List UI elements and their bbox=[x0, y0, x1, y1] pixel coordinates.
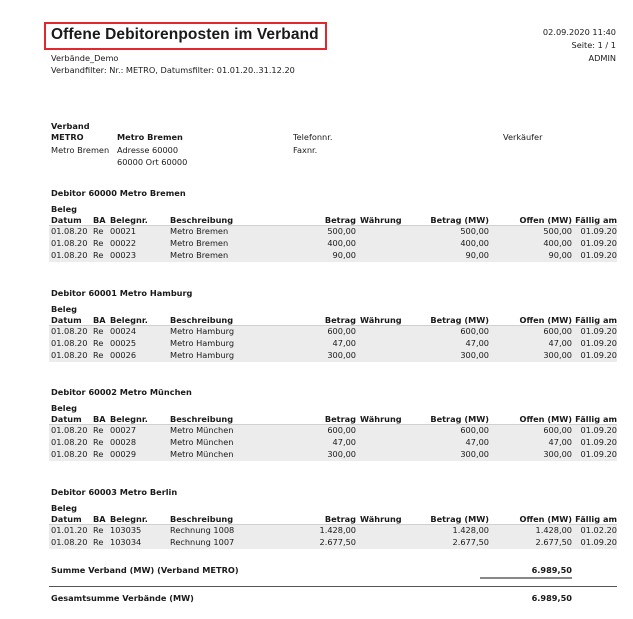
report-datetime: 02.09.2020 11:40 bbox=[542, 27, 616, 37]
cell-betrag-mw: 47,00 bbox=[465, 437, 489, 447]
table-row bbox=[0, 326, 633, 338]
cell-faellig: 01.09.20 bbox=[580, 425, 617, 435]
report-title: Offene Debitorenposten im Verband bbox=[51, 26, 319, 43]
cell-beschreibung: Metro Bremen bbox=[170, 250, 229, 260]
cell-offen-mw: 47,00 bbox=[548, 437, 572, 447]
fax-label: Faxnr. bbox=[293, 145, 318, 155]
cell-offen-mw: 600,00 bbox=[543, 326, 572, 336]
phone-label: Telefonnr. bbox=[293, 132, 333, 142]
column-datum: Datum bbox=[51, 514, 82, 524]
column-beschreibung: Beschreibung bbox=[170, 215, 234, 225]
cell-beschreibung: Metro München bbox=[170, 425, 234, 435]
column-datum: Datum bbox=[51, 414, 82, 424]
cell-offen-mw: 2.677,50 bbox=[535, 537, 572, 547]
cell-ba: Re bbox=[93, 537, 104, 547]
column-beschreibung: Beschreibung bbox=[170, 514, 234, 524]
column-beleg: Beleg bbox=[51, 304, 78, 314]
debtor-heading: Debitor 60003 Metro Berlin bbox=[51, 487, 178, 497]
cell-betrag: 600,00 bbox=[327, 326, 356, 336]
cell-betrag: 90,00 bbox=[332, 250, 356, 260]
cell-betrag: 400,00 bbox=[327, 238, 356, 248]
column-ba: BA bbox=[93, 514, 106, 524]
column-waehrung: Währung bbox=[360, 414, 402, 424]
column-offen-mw: Offen (MW) bbox=[519, 414, 572, 424]
column-belegnr: Belegnr. bbox=[110, 315, 148, 325]
cell-ba: Re bbox=[93, 326, 104, 336]
table-row bbox=[0, 525, 633, 537]
cell-offen-mw: 400,00 bbox=[543, 238, 572, 248]
cell-belegnr: 00029 bbox=[110, 449, 137, 459]
table-row bbox=[0, 250, 633, 262]
cell-ba: Re bbox=[93, 250, 104, 260]
grand-total-value: 6.989,50 bbox=[531, 593, 572, 603]
column-belegnr: Belegnr. bbox=[110, 414, 148, 424]
cell-betrag-mw: 2.677,50 bbox=[452, 537, 489, 547]
column-faellig: Fällig am bbox=[575, 215, 617, 225]
cell-faellig: 01.09.20 bbox=[580, 226, 617, 236]
cell-belegnr: 103035 bbox=[110, 525, 142, 535]
cell-faellig: 01.02.20 bbox=[580, 525, 617, 535]
column-beleg: Beleg bbox=[51, 503, 78, 513]
cell-beschreibung: Rechnung 1007 bbox=[170, 537, 235, 547]
cell-ba: Re bbox=[93, 226, 104, 236]
cell-datum: 01.08.20 bbox=[51, 350, 88, 360]
column-offen-mw: Offen (MW) bbox=[519, 315, 572, 325]
company-name: Verbände_Demo bbox=[51, 53, 119, 63]
cell-offen-mw: 90,00 bbox=[548, 250, 572, 260]
table-row bbox=[0, 449, 633, 461]
table-row bbox=[0, 238, 633, 250]
cell-ba: Re bbox=[93, 525, 104, 535]
cell-datum: 01.01.20 bbox=[51, 525, 88, 535]
cell-faellig: 01.09.20 bbox=[580, 326, 617, 336]
column-waehrung: Währung bbox=[360, 514, 402, 524]
column-belegnr: Belegnr. bbox=[110, 514, 148, 524]
cell-betrag: 47,00 bbox=[332, 437, 356, 447]
column-ba: BA bbox=[93, 315, 106, 325]
column-belegnr: Belegnr. bbox=[110, 215, 148, 225]
column-offen-mw: Offen (MW) bbox=[519, 215, 572, 225]
cell-datum: 01.08.20 bbox=[51, 338, 88, 348]
cell-belegnr: 00027 bbox=[110, 425, 137, 435]
column-beschreibung: Beschreibung bbox=[170, 414, 234, 424]
column-waehrung: Währung bbox=[360, 315, 402, 325]
column-betrag-mw: Betrag (MW) bbox=[430, 215, 489, 225]
page-number: Seite: 1 / 1 bbox=[571, 40, 616, 50]
cell-ba: Re bbox=[93, 338, 104, 348]
cell-beschreibung: Metro Hamburg bbox=[170, 326, 235, 336]
cell-datum: 01.08.20 bbox=[51, 238, 88, 248]
table-row bbox=[0, 537, 633, 549]
salesperson-label: Verkäufer bbox=[503, 132, 543, 142]
column-beleg: Beleg bbox=[51, 204, 78, 214]
header-rule bbox=[49, 225, 617, 226]
cell-betrag-mw: 300,00 bbox=[460, 449, 489, 459]
cell-offen-mw: 300,00 bbox=[543, 449, 572, 459]
cell-betrag: 500,00 bbox=[327, 226, 356, 236]
table-row bbox=[0, 226, 633, 238]
cell-faellig: 01.09.20 bbox=[580, 537, 617, 547]
cell-faellig: 01.09.20 bbox=[580, 437, 617, 447]
cell-betrag: 1.428,00 bbox=[319, 525, 356, 535]
group-name-bold: Metro Bremen bbox=[117, 132, 183, 142]
cell-faellig: 01.09.20 bbox=[580, 449, 617, 459]
cell-betrag-mw: 500,00 bbox=[460, 226, 489, 236]
column-ba: BA bbox=[93, 414, 106, 424]
cell-belegnr: 00028 bbox=[110, 437, 137, 447]
grand-total-divider bbox=[49, 586, 617, 587]
user-name: ADMIN bbox=[588, 53, 616, 63]
cell-datum: 01.08.20 bbox=[51, 226, 88, 236]
cell-datum: 01.08.20 bbox=[51, 449, 88, 459]
cell-faellig: 01.09.20 bbox=[580, 250, 617, 260]
cell-offen-mw: 1.428,00 bbox=[535, 525, 572, 535]
cell-datum: 01.08.20 bbox=[51, 537, 88, 547]
column-betrag: Betrag bbox=[324, 315, 356, 325]
cell-offen-mw: 47,00 bbox=[548, 338, 572, 348]
cell-datum: 01.08.20 bbox=[51, 425, 88, 435]
header-rule bbox=[49, 524, 617, 525]
cell-betrag-mw: 47,00 bbox=[465, 338, 489, 348]
cell-belegnr: 00021 bbox=[110, 226, 137, 236]
debtor-heading: Debitor 60002 Metro München bbox=[51, 387, 192, 397]
cell-beschreibung: Metro München bbox=[170, 437, 234, 447]
table-row bbox=[0, 437, 633, 449]
debtor-heading: Debitor 60001 Metro Hamburg bbox=[51, 288, 193, 298]
column-datum: Datum bbox=[51, 315, 82, 325]
cell-belegnr: 103034 bbox=[110, 537, 142, 547]
group-total-label: Summe Verband (MW) (Verband METRO) bbox=[51, 565, 239, 575]
cell-faellig: 01.09.20 bbox=[580, 338, 617, 348]
cell-beschreibung: Metro Hamburg bbox=[170, 338, 235, 348]
cell-betrag-mw: 600,00 bbox=[460, 326, 489, 336]
cell-betrag-mw: 600,00 bbox=[460, 425, 489, 435]
cell-betrag-mw: 400,00 bbox=[460, 238, 489, 248]
group-total-value: 6.989,50 bbox=[531, 565, 572, 575]
cell-belegnr: 00025 bbox=[110, 338, 137, 348]
group-address-2: 60000 Ort 60000 bbox=[117, 157, 188, 167]
header-rule bbox=[49, 325, 617, 326]
table-row bbox=[0, 425, 633, 437]
cell-belegnr: 00022 bbox=[110, 238, 137, 248]
table-row bbox=[0, 338, 633, 350]
group-total-underline bbox=[480, 577, 572, 579]
debtor-heading: Debitor 60000 Metro Bremen bbox=[51, 188, 186, 198]
cell-beschreibung: Metro Bremen bbox=[170, 238, 229, 248]
group-code: METRO bbox=[51, 132, 84, 142]
cell-ba: Re bbox=[93, 350, 104, 360]
cell-betrag: 300,00 bbox=[327, 350, 356, 360]
cell-betrag: 300,00 bbox=[327, 449, 356, 459]
cell-betrag: 2.677,50 bbox=[319, 537, 356, 547]
column-betrag: Betrag bbox=[324, 215, 356, 225]
cell-ba: Re bbox=[93, 238, 104, 248]
column-betrag-mw: Betrag (MW) bbox=[430, 414, 489, 424]
column-betrag-mw: Betrag (MW) bbox=[430, 514, 489, 524]
cell-datum: 01.08.20 bbox=[51, 326, 88, 336]
cell-belegnr: 00024 bbox=[110, 326, 137, 336]
column-betrag: Betrag bbox=[324, 514, 356, 524]
cell-belegnr: 00023 bbox=[110, 250, 137, 260]
column-faellig: Fällig am bbox=[575, 315, 617, 325]
cell-datum: 01.08.20 bbox=[51, 250, 88, 260]
cell-beschreibung: Rechnung 1008 bbox=[170, 525, 235, 535]
column-beschreibung: Beschreibung bbox=[170, 315, 234, 325]
group-address-1: Adresse 60000 bbox=[117, 145, 179, 155]
column-betrag: Betrag bbox=[324, 414, 356, 424]
table-row bbox=[0, 350, 633, 362]
group-label: Verband bbox=[51, 121, 90, 131]
cell-betrag: 47,00 bbox=[332, 338, 356, 348]
column-faellig: Fällig am bbox=[575, 514, 617, 524]
cell-faellig: 01.09.20 bbox=[580, 238, 617, 248]
column-ba: BA bbox=[93, 215, 106, 225]
header-rule bbox=[49, 424, 617, 425]
column-datum: Datum bbox=[51, 215, 82, 225]
cell-ba: Re bbox=[93, 449, 104, 459]
cell-offen-mw: 600,00 bbox=[543, 425, 572, 435]
cell-betrag-mw: 300,00 bbox=[460, 350, 489, 360]
cell-faellig: 01.09.20 bbox=[580, 350, 617, 360]
cell-beschreibung: Metro Bremen bbox=[170, 226, 229, 236]
cell-offen-mw: 300,00 bbox=[543, 350, 572, 360]
column-offen-mw: Offen (MW) bbox=[519, 514, 572, 524]
cell-beschreibung: Metro München bbox=[170, 449, 234, 459]
report-filter: Verbandfilter: Nr.: METRO, Datumsfilter: 01.01.20..31.12.20 bbox=[51, 65, 295, 75]
grand-total-label: Gesamtsumme Verbände (MW) bbox=[51, 593, 194, 603]
cell-betrag-mw: 90,00 bbox=[465, 250, 489, 260]
cell-beschreibung: Metro Hamburg bbox=[170, 350, 235, 360]
cell-belegnr: 00026 bbox=[110, 350, 137, 360]
cell-ba: Re bbox=[93, 425, 104, 435]
cell-datum: 01.08.20 bbox=[51, 437, 88, 447]
group-name: Metro Bremen bbox=[51, 145, 110, 155]
cell-betrag-mw: 1.428,00 bbox=[452, 525, 489, 535]
column-betrag-mw: Betrag (MW) bbox=[430, 315, 489, 325]
cell-betrag: 600,00 bbox=[327, 425, 356, 435]
column-faellig: Fällig am bbox=[575, 414, 617, 424]
column-beleg: Beleg bbox=[51, 403, 78, 413]
cell-offen-mw: 500,00 bbox=[543, 226, 572, 236]
cell-ba: Re bbox=[93, 437, 104, 447]
column-waehrung: Währung bbox=[360, 215, 402, 225]
